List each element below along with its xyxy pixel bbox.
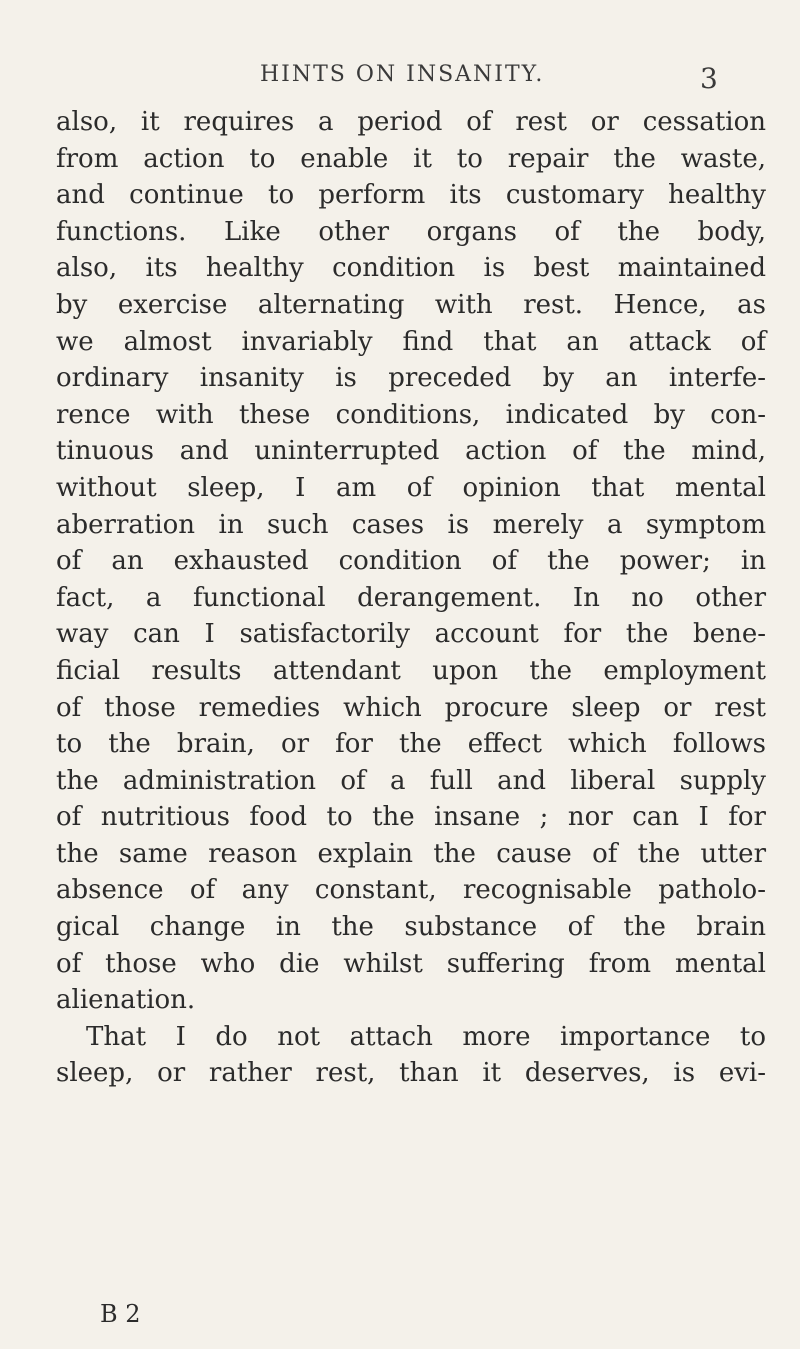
- text-line: by exercise alternating with rest. Hence, as: [56, 289, 766, 320]
- text-line: of an exhausted condition of the power; in: [56, 546, 766, 577]
- running-head: [0, 62, 800, 95]
- text-line: way can I satisfactorily account for the bene-: [56, 619, 766, 650]
- text-line: rence with these conditions, indicated by con-: [56, 399, 766, 430]
- text-line: from action to enable it to repair the waste,: [56, 143, 766, 174]
- text-line: ficial results attendant upon the employment: [56, 655, 766, 686]
- text-line: absence of any constant, recognisable patholo-: [56, 875, 766, 906]
- text-line: gical change in the substance of the brain: [56, 912, 766, 943]
- text-line: fact, a functional derangement. In no other: [56, 582, 766, 613]
- text-line: to the brain, or for the effect which follows: [56, 729, 766, 760]
- signature-mark: B 2: [100, 1300, 141, 1328]
- paragraph-end-line: alienation.: [56, 985, 196, 1016]
- text-line: sleep, or rather rest, than it deserves, is evi-: [56, 1058, 766, 1089]
- text-line: the same reason explain the cause of the utter: [56, 838, 766, 869]
- text-line: the administration of a full and liberal supply: [56, 765, 766, 796]
- text-line: functions. Like other organs of the body,: [56, 216, 766, 247]
- text-line: also, it requires a period of rest or cessation: [56, 107, 766, 137]
- text-line: of those who die whilst suffering from mental: [56, 948, 766, 979]
- running-title: HINTS ON INSANITY.: [260, 62, 545, 87]
- text-line: aberration in such cases is merely a symptom: [56, 509, 766, 540]
- text-line: of those remedies which procure sleep or rest: [56, 692, 766, 723]
- page-number: 3: [700, 62, 718, 95]
- text-line: ordinary insanity is preceded by an interfe-: [56, 363, 766, 394]
- body-text: [56, 104, 766, 1092]
- text-line: tinuous and uninterrupted action of the mind,: [56, 436, 766, 467]
- text-line: we almost invariably find that an attack of: [56, 326, 766, 357]
- text-line: and continue to perform its customary healthy: [56, 180, 766, 211]
- text-line: without sleep, I am of opinion that mental: [56, 472, 766, 503]
- paragraph-start-line: That I do not attach more importance to: [86, 1021, 766, 1052]
- text-line: of nutritious food to the insane ; nor can I for: [56, 802, 766, 833]
- text-line: also, its healthy condition is best maintained: [56, 253, 766, 284]
